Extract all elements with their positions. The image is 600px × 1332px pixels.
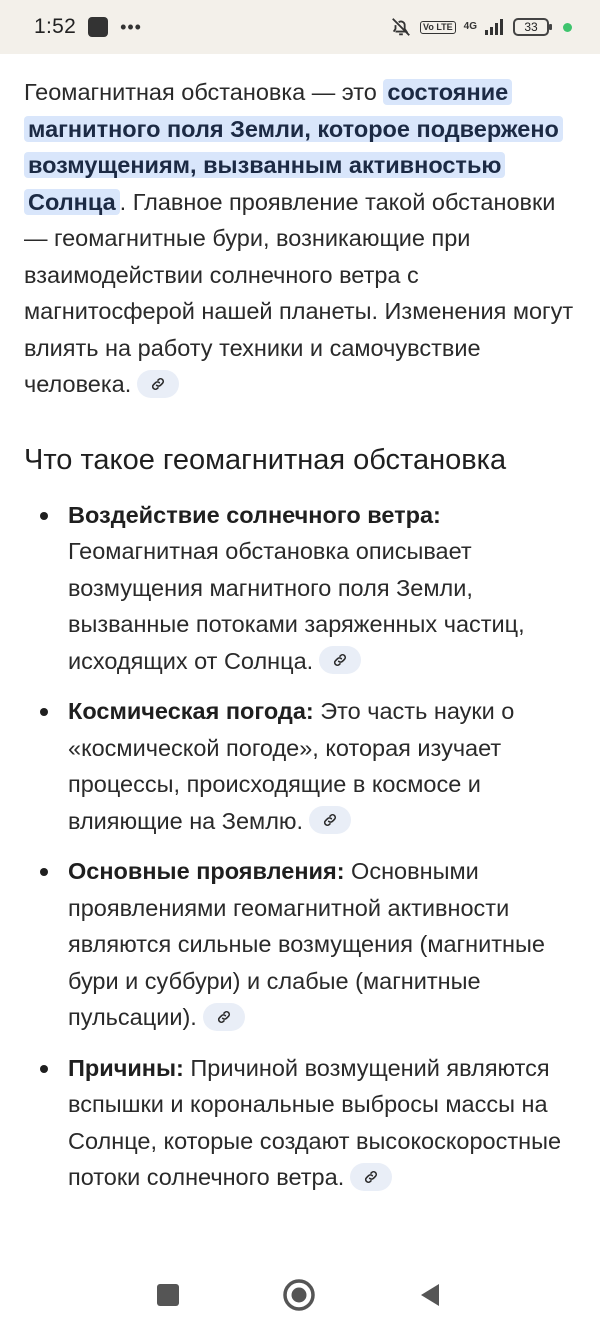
link-icon <box>150 376 166 392</box>
home-button[interactable] <box>279 1280 319 1310</box>
status-time: 1:52 <box>34 15 77 38</box>
back-button[interactable] <box>410 1280 450 1310</box>
source-link-button[interactable] <box>319 646 361 674</box>
bullet-text: Геомагнитная обстановка описывает возмущения магнитного поля Земли, вызванные потоками заряженных частиц, исходящих от Солнца. <box>68 538 525 674</box>
bullet-title: Воздействие солнечного ветра: <box>68 501 441 528</box>
bullet-title: Причины: <box>68 1054 184 1081</box>
list-item <box>24 853 576 1036</box>
back-triangle-icon <box>418 1282 442 1308</box>
source-link-button[interactable] <box>203 1003 245 1031</box>
battery-level: 33 <box>524 20 538 34</box>
list-item <box>24 693 576 839</box>
home-circle-icon <box>282 1278 316 1312</box>
square-icon <box>156 1283 180 1307</box>
status-bar-left <box>34 15 142 39</box>
bullet-title: Космическая погода: <box>68 698 314 724</box>
intro-highlight: состояние магнитного поля Земли, которое подвержено возмущениям, вызванным активностью Солнца <box>24 79 563 215</box>
section-title: Что такое геомагнитная обстановка <box>24 443 507 476</box>
bullet-list <box>24 497 576 1196</box>
link-icon <box>363 1169 379 1185</box>
bullet-text: Основными проявлениями геомагнитной активности являются сильные возмущения (магнитные бури и суббури) и слабые (магнитные пульсации). <box>68 858 545 1030</box>
intro-paragraph <box>24 74 576 403</box>
intro-text-before: Геомагнитная обстановка — это <box>24 79 384 105</box>
privacy-indicator-icon <box>563 23 572 32</box>
more-notifications-icon: ••• <box>120 16 142 37</box>
app-notification-icon <box>88 17 108 37</box>
link-icon <box>322 812 338 828</box>
recents-button[interactable] <box>148 1280 188 1310</box>
status-bar-right <box>390 16 572 38</box>
source-link-button[interactable] <box>309 806 351 834</box>
bullet-title: Основные проявления: <box>68 858 345 884</box>
link-icon <box>216 1009 232 1025</box>
intro-text-after: . Главное проявление такой обстановки — геомагнитные бури, возникающие при взаимодействии солнечного ветра с магнитосферой нашей планеты. Изменения могут влиять на работу техники и самочувствие человека. <box>24 188 574 397</box>
list-item <box>24 497 576 680</box>
status-bar <box>0 0 600 54</box>
battery-icon <box>513 18 549 36</box>
bullet-text: Причиной возмущений являются вспышки и корональные выбросы массы на Солнце, которые создают высокоскоростные потоки солнечного ветра. <box>68 1054 562 1190</box>
link-icon <box>332 652 348 668</box>
bullet-text: Это часть науки о «космической погоде», которая изучает процессы, происходящие в космосе и влияющие на Землю. <box>68 698 515 834</box>
answer-content <box>24 74 576 1210</box>
network-type: 4G <box>463 21 477 32</box>
system-nav-bar <box>0 1258 600 1332</box>
signal-icon <box>485 19 505 35</box>
source-link-button[interactable] <box>350 1163 392 1191</box>
volte-icon: Vo LTE <box>420 21 456 34</box>
list-item <box>24 1050 576 1196</box>
bell-off-icon <box>390 16 412 38</box>
source-link-button[interactable] <box>137 370 179 398</box>
